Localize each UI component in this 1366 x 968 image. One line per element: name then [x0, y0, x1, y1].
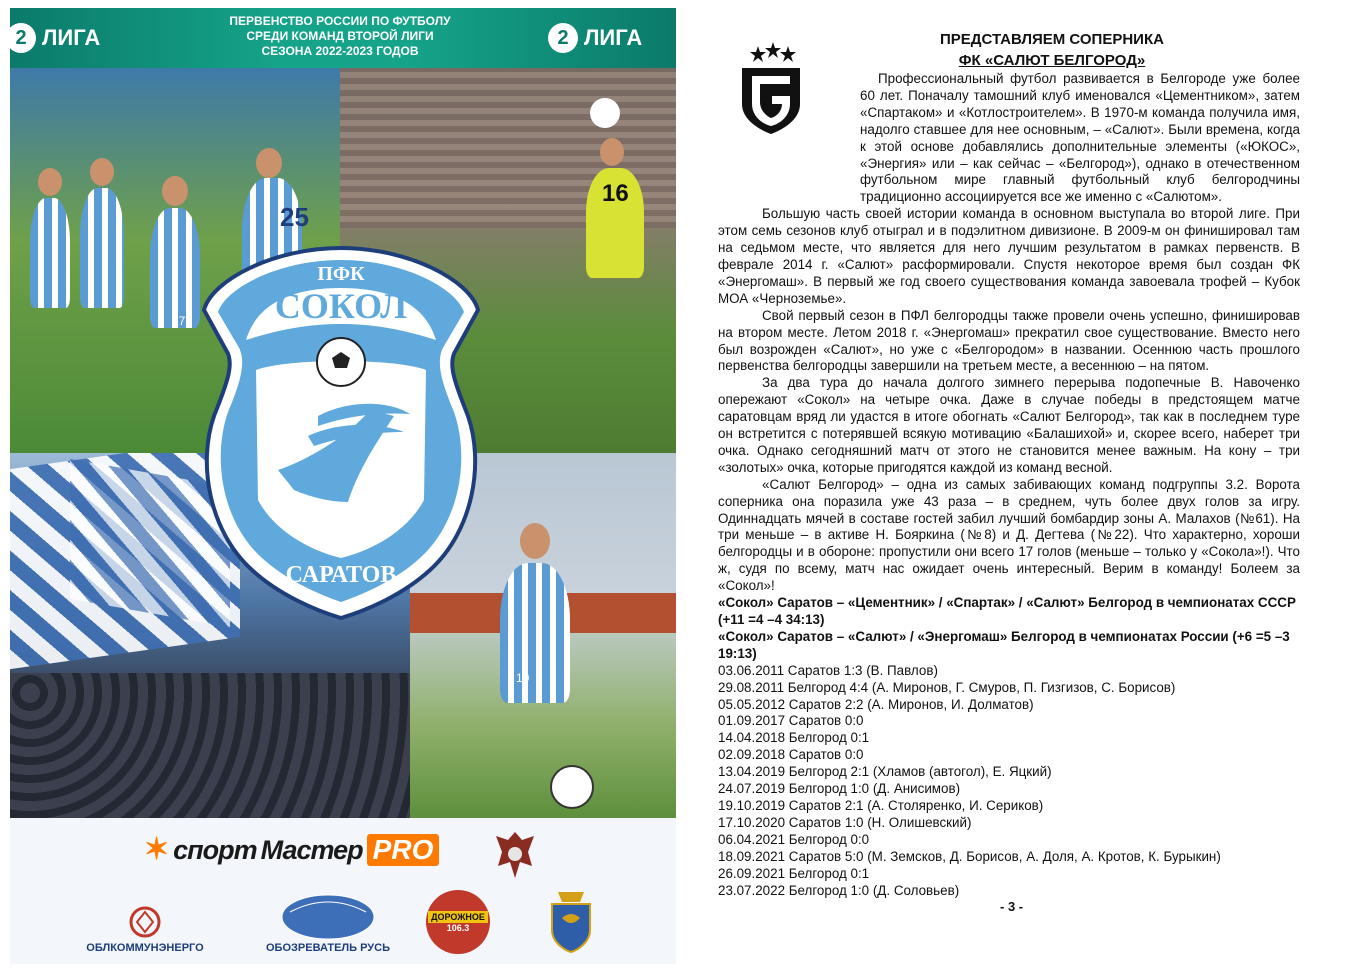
- ball-icon: [550, 765, 594, 809]
- liga-number: 2: [10, 23, 36, 53]
- coat-of-arms-eagle-icon: [492, 826, 538, 882]
- match-result-item: 01.09.2017 Саратов 0:0: [718, 713, 864, 729]
- radio-obozrevatel-logo: [266, 888, 390, 954]
- oblkommunenergo-label: ОБЛКОММУНЭНЕРГО: [86, 942, 204, 954]
- oblkommunenergo-icon: [125, 902, 165, 942]
- radio-label: ОБОЗРЕВАТЕЛЬ РУСЬ: [266, 942, 390, 954]
- article-paragraph: «Салют Белгород» – одна из самых забивающих команд подгруппы 3.2. Ворота соперника она поразила уже 43 раза – в среднем, чуть более двух голов за игру. Одиннадцать мячей в составе гостей забил лучший бомбардир зоны А. Малахов (№61). На три меньше – в активе Н. Бояркина (№8) и Д. Дегтева (№22). Что характерно, хороши белгородцы и в обороне: пропустили они всего 17 голов (меньше – только у «Сокола»!). Что ж, судя по всему, матч нас ожидает очень интересный. Верим в команду! Болеем за «Сокол»!: [718, 476, 1300, 594]
- liga-word: ЛИГА: [42, 25, 101, 50]
- dorozhnoe-frequency: 106.3: [446, 923, 470, 933]
- championship-title-line: СРЕДИ КОМАНД ВТОРОЙ ЛИГИ: [246, 29, 434, 43]
- poster-page: [10, 8, 676, 964]
- history-ussr-heading: «Сокол» Саратов – «Цементник» / «Спартак» / «Салют» Белгород в чемпионатах СССР (+11 =4 –4 34:13): [718, 595, 1296, 627]
- article-paragraph: Большую часть своей истории команда в основном выступала во второй лиге. При этом семь сезонов клуб отыграл и в подэлитном дивизионе. В 2009-м он финишировал там на седьмом месте, что является для него лучшим результатом в рамках первенств. В феврале 2014 г. «Салют» расформировали. Спустя некоторое время был создан ФК «Энергомаш». В первый же год своего существования команда завоевала трофей – Кубок МОА «Черноземье».: [718, 206, 1300, 306]
- page-number: - 3 -: [1000, 899, 1024, 914]
- match-result-item: 14.04.2018 Белгород 0:1: [718, 730, 870, 746]
- crest-club-name: СОКОЛ: [274, 286, 408, 326]
- sportmaster-logo: [144, 830, 439, 870]
- article-paragraph: За два тура до начала долгого зимнего перерыва подопечные В. Навоченко опережают «Сокол» на четыре очка. Даже в случае победы в предстоящем матче саратовцам вряд ли удастся в итоге обогнать «Салют Белгород», так как в последнем туре он встретится с потерявшей всякую мотивацию «Балашихой» и, скорее всего, наберет три очка. Однако сегодняшний матч от этого не становится менее важным. На кону – три «золотых» очка, которые пригодятся каждой из команд весной.: [718, 375, 1300, 475]
- match-result-item: 03.06.2011 Саратов 1:3 (В. Павлов): [718, 662, 938, 678]
- ball-icon: [590, 98, 620, 128]
- article-paragraph: Профессиональный футбол развивается в Белгороде уже более 60 лет. Поначалу тамошний клуб именовался «Цементником», затем «Спартаком» и «Котлостроителем». В 1970-м команда получила имя, надолго ставшее для нее основным, – «Салют». Были времена, когда к этой основе добавлялись дополнительные элементы («ЮКОС», «Энергия» или – как сейчас – «Белгород»), однако в отечественном футбольном мире главный футбольный клуб белгородчины традиционно ассоциируется все же именно с «Салютом».: [860, 71, 1300, 205]
- crest-top-text: ПФК: [317, 263, 365, 285]
- jersey-number: 16: [602, 180, 629, 207]
- liga-word: ЛИГА: [584, 25, 643, 50]
- globe-icon: [280, 892, 376, 942]
- match-result-item: 17.10.2020 Саратов 1:0 (Н. Олишевский): [718, 814, 972, 830]
- match-result-item: 06.04.2021 Белгород 0:0: [718, 831, 870, 847]
- match-result-item: 23.07.2022 Белгород 1:0 (Д. Соловьев): [718, 882, 960, 898]
- match-list: [718, 663, 1300, 900]
- match-result-item: 13.04.2019 Белгород 2:1 (Хламов (автогол), Е. Яцкий): [718, 764, 1052, 780]
- sportmaster-pro: PRO: [367, 834, 440, 866]
- sponsors-area: [10, 818, 676, 964]
- club-crest: [198, 240, 484, 620]
- dorozhnoe-radio-logo: [420, 888, 496, 954]
- history-russia-heading: «Сокол» Саратов – «Салют» / «Энергомаш» Белгород в чемпионатах России (+6 =5 –3 19:13): [718, 628, 1290, 661]
- league-banner: [10, 8, 676, 68]
- article-subheading: ФК «САЛЮТ БЕЛГОРОД»: [958, 52, 1146, 69]
- saratov-coat-of-arms-icon: [548, 888, 594, 954]
- liga-logo-left: [10, 20, 100, 56]
- liga-number: 2: [548, 23, 578, 53]
- article-heading: ПРЕДСТАВЛЯЕМ СОПЕРНИКА: [940, 31, 1164, 48]
- championship-title-line: СЕЗОНА 2022-2023 ГОДОВ: [261, 44, 419, 58]
- sportmaster-text-right: Мастер: [260, 834, 363, 865]
- match-result-item: 26.09.2021 Белгород 0:1: [718, 865, 870, 881]
- championship-title-line: ПЕРВЕНСТВО РОССИИ ПО ФУТБОЛУ: [229, 14, 451, 28]
- match-result-item: 02.09.2018 Саратов 0:0: [718, 747, 864, 763]
- jersey-number: 10: [516, 671, 530, 685]
- article-body: [718, 71, 1300, 899]
- article-page: [700, 24, 1312, 954]
- dorozhnoe-label: ДОРОЖНОЕ: [428, 911, 488, 923]
- match-result-item: 29.08.2011 Белгород 4:4 (А. Миронов, Г. Смуров, П. Гизгизов, С. Борисов): [718, 679, 1176, 695]
- oblkommunenergo-logo: [80, 888, 210, 954]
- sportmaster-text-left: спорт: [173, 834, 257, 865]
- match-result-item: 19.10.2019 Саратов 2:1 (А. Столяренко, И. Сериков): [718, 797, 1044, 813]
- match-result-item: 18.09.2021 Саратов 5:0 (М. Земсков, Д. Борисов, А. Доля, А. Кротов, К. Бурыкин): [718, 848, 1221, 864]
- championship-title: [190, 14, 490, 59]
- star-icon: ✶: [144, 833, 170, 866]
- match-result-item: 05.05.2012 Саратов 2:2 (А. Миронов, И. Долматов): [718, 696, 1034, 712]
- jersey-number: 25: [280, 202, 309, 232]
- article-paragraph: Свой первый сезон в ПФЛ белгородцы также провели очень успешно, финишировав на втором месте. Летом 2018 г. «Энергомаш» прекратил свое существование. Вместо него был возрожден «Салют», но уже с «Белгородом» в названии. Осеннюю часть прошлого первенства белгородцы завершили на третьем месте, а весеннюю – на пятом.: [718, 307, 1300, 374]
- liga-logo-right: [548, 20, 642, 56]
- match-result-item: 24.07.2019 Белгород 1:0 (Д. Анисимов): [718, 781, 961, 797]
- jersey-number: 27: [172, 314, 186, 328]
- crest-city: САРАТОВ: [285, 562, 397, 588]
